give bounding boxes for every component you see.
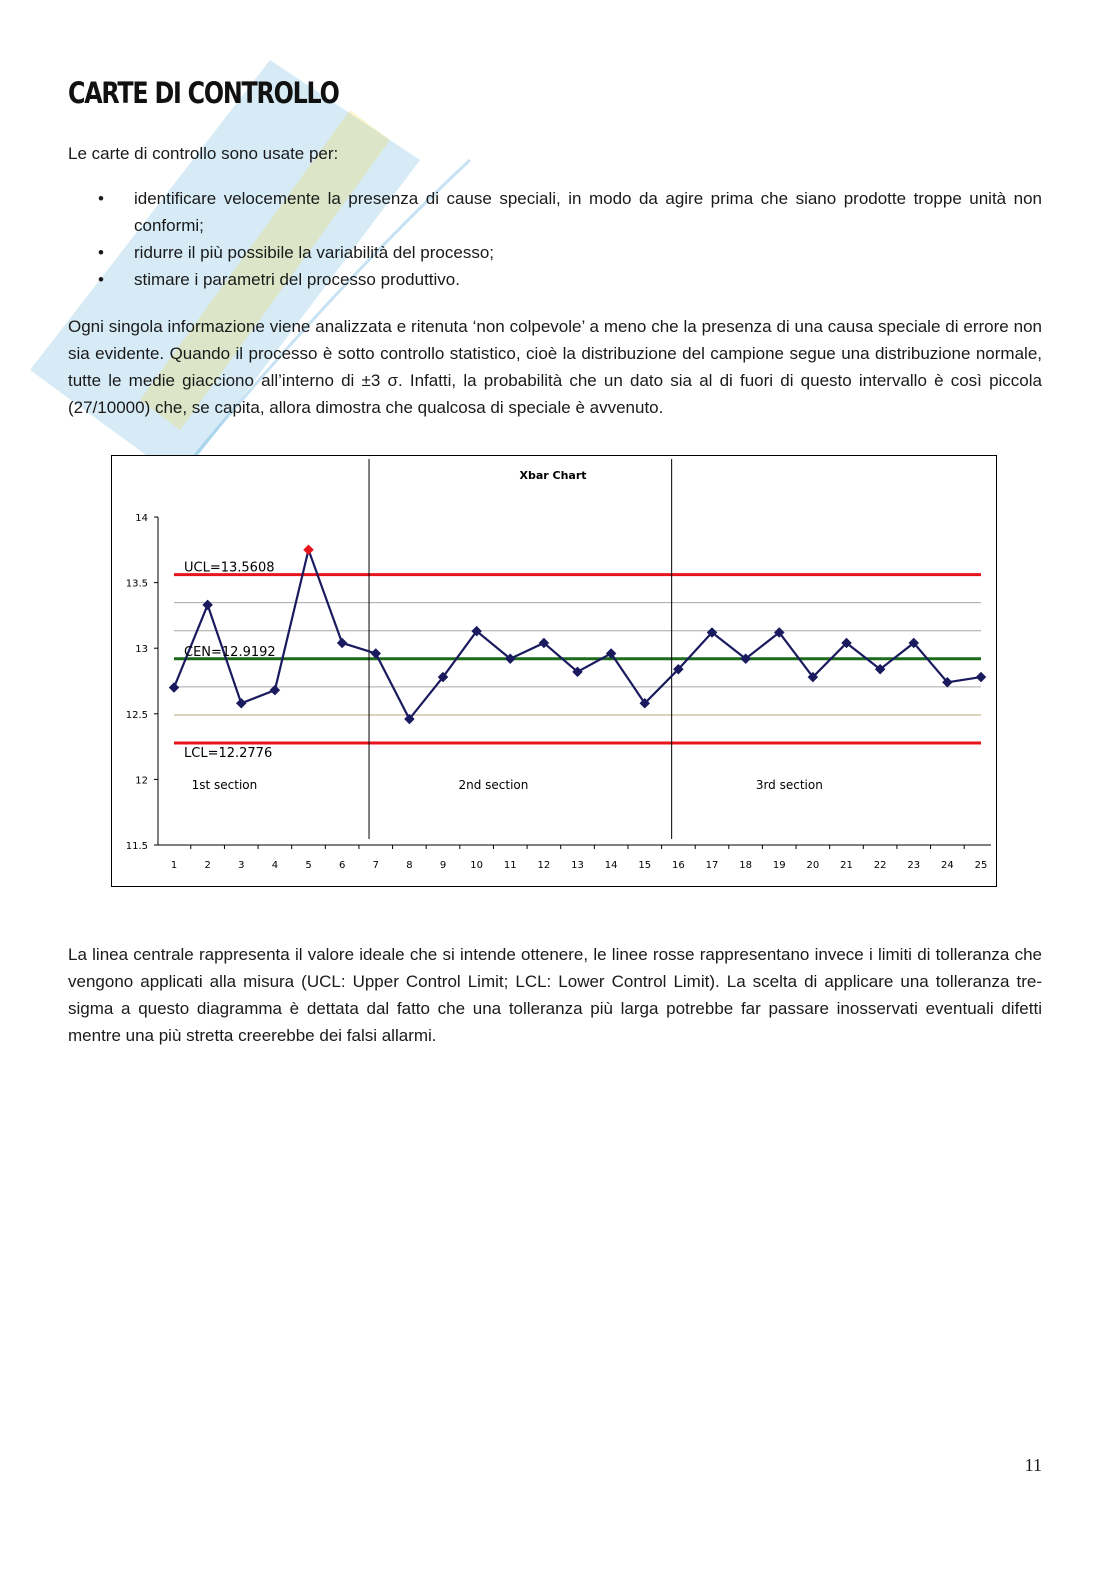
x-tick-label: 24 [941,860,954,871]
chart-svg [111,455,997,887]
x-tick-label: 7 [372,860,379,871]
x-tick-label: 2 [204,860,211,871]
control-line-label: UCL=13.5608 [184,560,275,576]
bullet-item: • identificare velocemente la presenza di cause speciali, in modo da agire prima che siano prodotte troppe unità non conformi; [68,185,1042,239]
x-tick-label: 11 [503,860,517,871]
x-tick-label: 17 [705,860,719,871]
bullet-item: • ridurre il più possibile la variabilità del processo; [68,239,1042,266]
x-tick-label: 18 [739,860,752,871]
x-tick-label: 19 [772,860,786,871]
x-tick-label: 16 [672,860,685,871]
page-number: 11 [1024,1455,1042,1475]
y-tick-label: 12 [135,775,148,787]
x-tick-label: 3 [238,860,245,871]
x-tick-label: 25 [974,860,988,871]
x-tick-label: 20 [806,860,820,871]
section-label: 3rd section [755,778,823,792]
xbar-chart [111,455,997,887]
x-tick-label: 5 [305,860,312,871]
control-line-label: CEN=12.9192 [184,644,276,660]
y-tick-label: 13.5 [125,578,148,590]
chart-frame [112,456,997,887]
x-tick-label: 22 [873,860,887,871]
x-tick-label: 13 [571,860,584,871]
x-tick-label: 23 [907,860,921,871]
paragraph-sigma: Ogni singola informazione viene analizzata e ritenuta ‘non colpevole’ a meno che la presenza di una causa speciale di errore non sia evidente. Quando il processo è sotto controllo statistico, cioè la distribuzione del campione segue una distribuzione normale, tutte le medie giacciono all’interno di ±3 σ. Infatti, la probabilità che un dato sia al di fuori di questo intervallo è così piccola (27/10000) che, se capita, allora dimostra che qualcosa di speciale è avvenuto. [68,317,1042,417]
intro-text: Le carte di controllo sono usate per: [68,144,339,163]
section-label: 2nd section [458,778,529,792]
x-tick-label: 14 [604,860,618,871]
page-title: CARTE DI CONTROLLO [68,76,339,110]
y-tick-label: 12.5 [125,709,148,721]
x-tick-label: 12 [537,860,551,871]
control-line-label: LCL=12.2776 [184,745,273,761]
x-tick-label: 10 [470,860,483,871]
y-tick-label: 11.5 [125,841,148,852]
paragraph-explanation: La linea centrale rappresenta il valore ideale che si intende ottenere, le linee rosse rappresentano invece i limiti di tolleranza che vengono applicati alla misura (UCL: Upper Control Limit; LCL: Lower Control Limit). La scelta di applicare una tolleranza tre-sigma a questo diagramma è dettata dal fatto che una tolleranza più larga potrebbe far passare inosservati eventuali difetti mentre una più stretta creerebbe dei falsi allarmi. [68,945,1042,1045]
section-label: 1st section [191,778,258,792]
x-tick-label: 6 [338,860,346,871]
x-tick-label: 15 [638,860,652,871]
x-tick-label: 8 [406,860,413,871]
x-tick-label: 9 [439,860,447,871]
chart-title: Xbar Chart [519,469,587,482]
bullet-list [68,185,1042,293]
x-tick-label: 21 [840,860,853,871]
x-tick-label: 4 [271,860,279,871]
y-tick-label: 14 [135,513,148,524]
y-tick-label: 13 [135,644,148,656]
bullet-item: • stimare i parametri del processo produttivo. [68,266,1042,293]
x-tick-label: 1 [170,860,178,871]
